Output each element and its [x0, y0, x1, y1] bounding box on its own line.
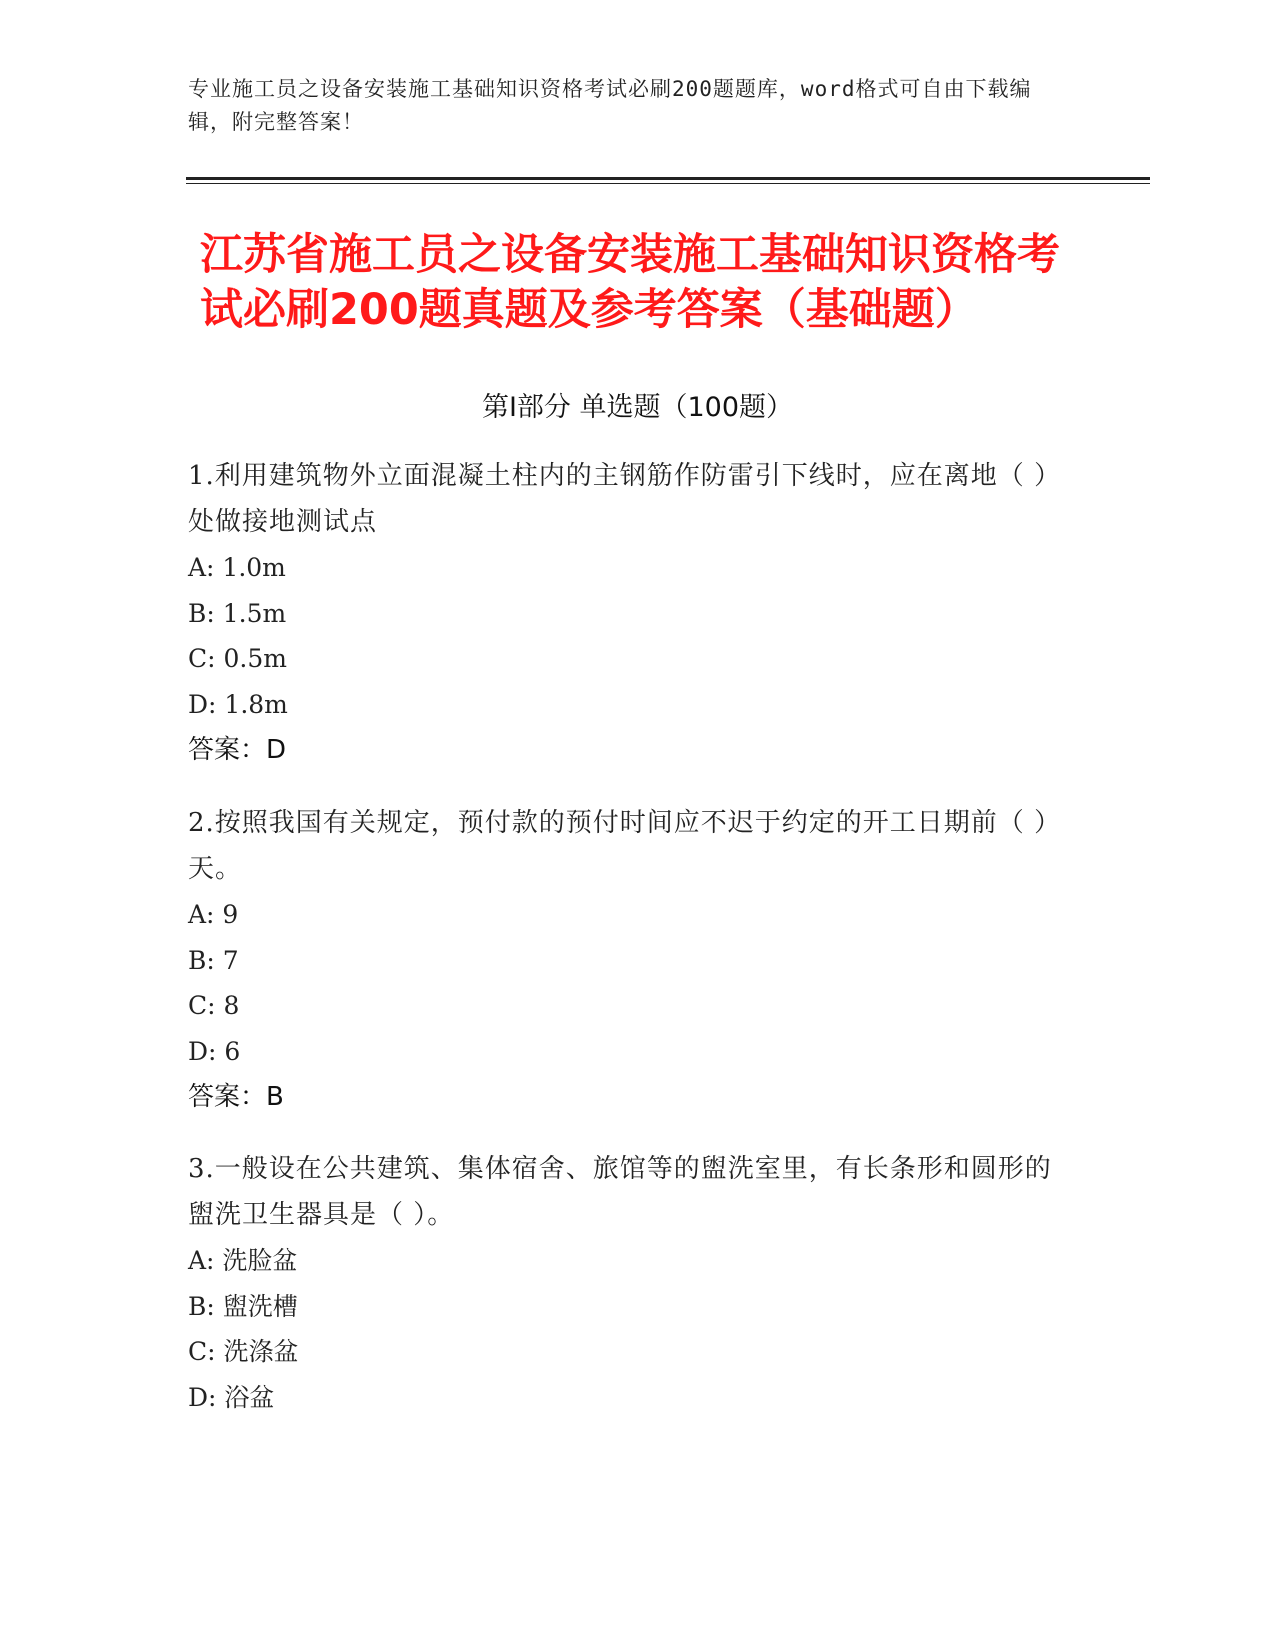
option-c: C: 洗涤盆 [188, 1337, 299, 1366]
answer: 答案：B [188, 1082, 284, 1112]
option-b: B: 1.5m [188, 598, 287, 628]
option-d: D: 1.8m [188, 689, 288, 719]
question-text: 2.按照我国有关规定，预付款的预付时间应不迟于约定的开工日期前（ ）天。 [188, 808, 1062, 884]
option-c: C: 0.5m [188, 644, 287, 673]
question-1 [188, 453, 1068, 773]
option-b: B: 盥洗槽 [188, 1291, 298, 1321]
question-text: 3.一般设在公共建筑、集体宿舍、旅馆等的盥洗室里，有长条形和圆形的盥洗卫生器具是（ ）。 [188, 1154, 1052, 1230]
option-c: C: 8 [188, 991, 240, 1020]
document-title: 江苏省施工员之设备安装施工基础知识资格考试必刷200题真题及参考答案（基础题） [200, 230, 1060, 335]
header-rule-thick [186, 177, 1150, 180]
answer: 答案：D [188, 735, 287, 765]
question-2 [188, 800, 1068, 1120]
option-d: D: 6 [188, 1036, 241, 1066]
question-3 [188, 1146, 1068, 1420]
header-rule-thin [186, 183, 1150, 184]
header-note: 专业施工员之设备安装施工基础知识资格考试必刷200题题库，word格式可自由下载编辑，附完整答案！ [188, 77, 1032, 134]
option-b: B: 7 [188, 945, 239, 975]
option-a: A: 洗脸盆 [188, 1246, 298, 1275]
option-a: A: 9 [188, 900, 239, 929]
section-title: 第Ⅰ部分 单选题（100题） [481, 392, 794, 423]
question-text: 1.利用建筑物外立面混凝土柱内的主钢筋作防雷引下线时，应在离地（ ）处做接地测试点 [188, 461, 1062, 537]
option-d: D: 浴盆 [188, 1382, 275, 1412]
option-a: A: 1.0m [188, 553, 286, 582]
